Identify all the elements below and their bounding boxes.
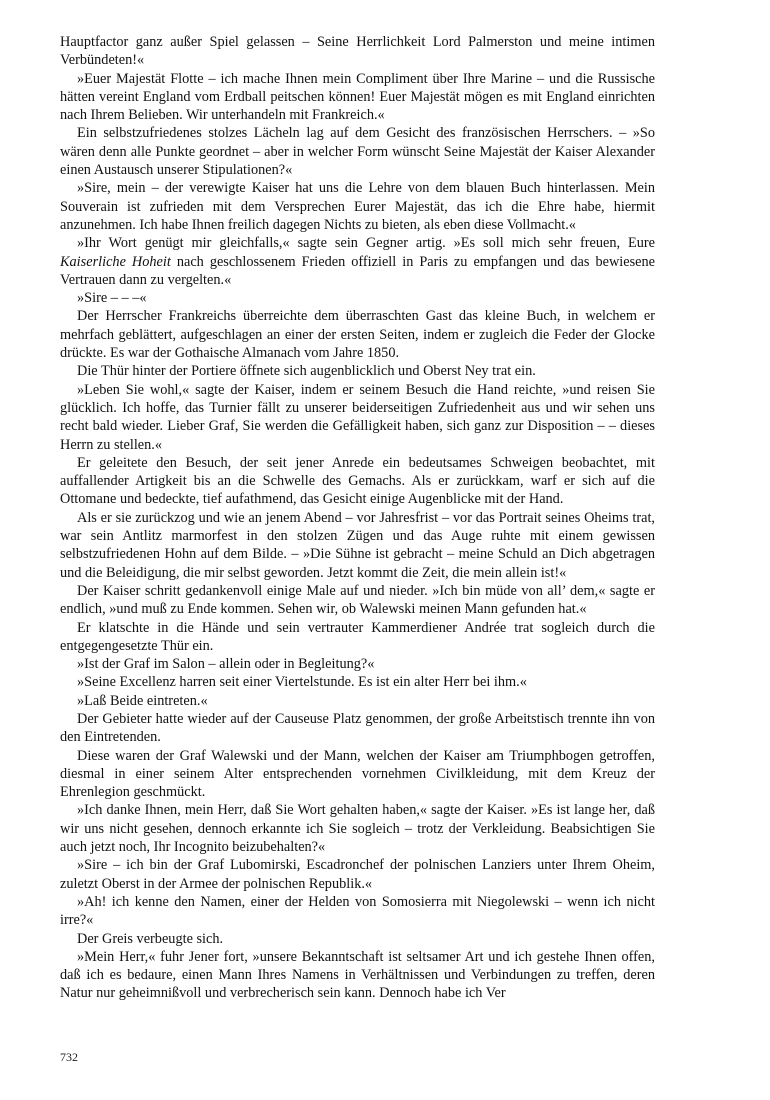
paragraph	[60, 509, 655, 582]
paragraph	[60, 930, 655, 948]
paragraph	[60, 179, 655, 234]
text-run: Hauptfactor ganz außer Spiel gelassen – Seine Herrlichkeit Lord Palmerston und meine intimen Verbündeten!«	[60, 34, 655, 69]
italic-text: Kaiserliche Hoheit	[60, 253, 171, 270]
text-run: »Sire – – –«	[77, 290, 147, 307]
text-run: Der Greis verbeugte sich.	[77, 930, 224, 947]
paragraph	[60, 454, 655, 509]
paragraph	[60, 307, 655, 362]
paragraph	[60, 710, 655, 747]
text-run: »Sire – ich bin der Graf Lubomirski, Escadronchef der polnischen Lanziers unter Ihrem Oheim, zuletzt Oberst in der Armee der polnischen Republik.«	[60, 857, 655, 892]
paragraph	[60, 856, 655, 893]
paragraph	[60, 381, 655, 454]
text-run: »Sire, mein – der verewigte Kaiser hat uns die Lehre von dem blauen Buch hinterlassen. Mein Souverain ist zufrieden mit dem Versprechen Eurer Majestät, das ich die Ehre habe, hiermit anzunehmen. Ich habe Ihnen freilich dagegen Nichts zu bieten, als eben diese Vollmacht.«	[60, 180, 655, 233]
text-run: Der Kaiser schritt gedankenvoll einige Male auf und nieder. »Ich bin müde von all’ dem,« sagte er endlich, »und muß zu Ende kommen. Sehen wir, ob Walewski meinen Mann gefunden hat.«	[60, 582, 655, 618]
text-run: Als er sie zurückzog und wie an jenem Abend – vor Jahresfrist – vor das Portrait seines Oheims trat, war sein Antlitz marmorfest in den stolzen Zügen und das Auge ruhte mit einem gewissen selbstzufriedenen Hohn auf dem Bilde. – »Die Sühne ist gebracht – meine Schuld an Dich abgetragen und die Beleidigung, die mir selbst geworden. Jetzt kommt die Zeit, die mein allein ist!«	[60, 509, 655, 581]
paragraph	[60, 124, 655, 179]
text-run: Diese waren der Graf Walewski und der Mann, welchen der Kaiser am Triumphbogen getroffen, diesmal in einer seinem Alter entsprechenden vornehmen Civilkleidung, mit dem Kreuz der Ehrenlegion geschmückt.	[60, 747, 655, 801]
paragraph	[60, 655, 655, 673]
paragraph	[60, 362, 655, 380]
text-run: »Euer Majestät Flotte – ich mache Ihnen mein Compliment über Ihre Marine – und die Russische hätten vereint England vom Erdball peitschen können! Euer Majestät mögen es mit England einrichten nach Ihrem Belieben. Wir unterhandeln mit Frankreich.«	[60, 70, 655, 124]
paragraph	[60, 289, 655, 307]
text-run: Ein selbstzufriedenes stolzes Lächeln lag auf dem Gesicht des französischen Herrschers. – »So wären denn alle Punkte geordnet – aber in welcher Form wünscht Seine Majestät der Kaiser Alexander einen Austausch unserer Stipulationen?«	[60, 125, 655, 179]
paragraph	[60, 893, 655, 930]
text-run: »Leben Sie wohl,« sagte der Kaiser, indem er seinem Besuch die Hand reichte, »und reisen Sie glücklich. Ich hoffe, das Turnier fällt zu unserer beiderseitigen Zufriedenheit aus und wir sehen uns recht bald wieder. Lieber Graf, Sie werden die Gefälligkeit haben, sich ganz zur Disposition – – dieses Herrn zu stellen.«	[60, 381, 655, 453]
text-run: Der Gebieter hatte wieder auf der Causeuse Platz genommen, der große Arbeitstisch trennte ihn von den Eintretenden.	[60, 710, 655, 746]
text-run: »Ich danke Ihnen, mein Herr, daß Sie Wort gehalten haben,« sagte der Kaiser. »Es ist lange her, daß wir uns nicht gesehen, dennoch erkannte ich Sie sogleich – trotz der Verkleidung. Beabsichtigen Sie auch jetzt noch, Ihr Incognito beizubehalten?«	[60, 802, 655, 856]
page-number: 732	[60, 1050, 78, 1064]
text-run: Er geleitete den Besuch, der seit jener Anrede ein bedeutsames Schweigen beobachtet, mit auffallender Artigkeit bis an die Schwelle des Gemachs. Als er zurückkam, warf er sich auf die Ottomane und bedeckte, tief aufathmend, das Gesicht einige Augenblicke mit der Hand.	[60, 454, 655, 508]
paragraph	[60, 234, 655, 289]
text-run: nach geschlossenem Frieden offiziell in Paris zu empfangen und das bewiesene Vertrauen dann zu vergelten.«	[60, 253, 655, 288]
text-run: »Ah! ich kenne den Namen, einer der Helden von Somosierra mit Niegolewski – wenn ich nicht irre?«	[60, 893, 655, 929]
paragraph	[60, 747, 655, 802]
text-run: Er klatschte in die Hände und sein vertrauter Kammerdiener Andrée trat sogleich durch die entgegengesetzte Thür ein.	[60, 619, 655, 654]
text-run: »Laß Beide eintreten.«	[77, 692, 208, 709]
text-run: »Seine Excellenz harren seit einer Viertelstunde. Es ist ein alter Herr bei ihm.«	[77, 674, 527, 691]
text-run: »Ist der Graf im Salon – allein oder in Begleitung?«	[77, 656, 375, 673]
paragraph	[60, 33, 655, 70]
paragraph	[60, 70, 655, 125]
paragraph	[60, 948, 655, 1003]
page-body	[60, 33, 655, 1003]
paragraph	[60, 801, 655, 856]
text-run: Die Thür hinter der Portiere öffnete sich augenblicklich und Oberst Ney trat ein.	[77, 363, 536, 380]
paragraph	[60, 582, 655, 619]
paragraph	[60, 619, 655, 656]
text-run: »Ihr Wort genügt mir gleichfalls,« sagte sein Gegner artig. »Es soll mich sehr freuen, Eure	[77, 235, 655, 252]
text-run: »Mein Herr,« fuhr Jener fort, »unsere Bekanntschaft ist seltsamer Art und ich gestehe Ihnen offen, daß ich es bedaure, einen Mann Ihres Namens in Verhältnissen und Verbindungen zu treffen, deren Natur nur geheimnißvoll und verbrecherisch sein kann. Dennoch habe ich Ver	[60, 948, 655, 1002]
paragraph	[60, 673, 655, 691]
text-run: Der Herrscher Frankreichs überreichte dem überraschten Gast das kleine Buch, in welchem er mehrfach geblättert, aufgeschlagen an einer der ersten Seiten, indem er zugleich die Feder der Glocke drückte. Es war der Gothaische Almanach vom Jahre 1850.	[60, 308, 655, 362]
paragraph	[60, 692, 655, 710]
